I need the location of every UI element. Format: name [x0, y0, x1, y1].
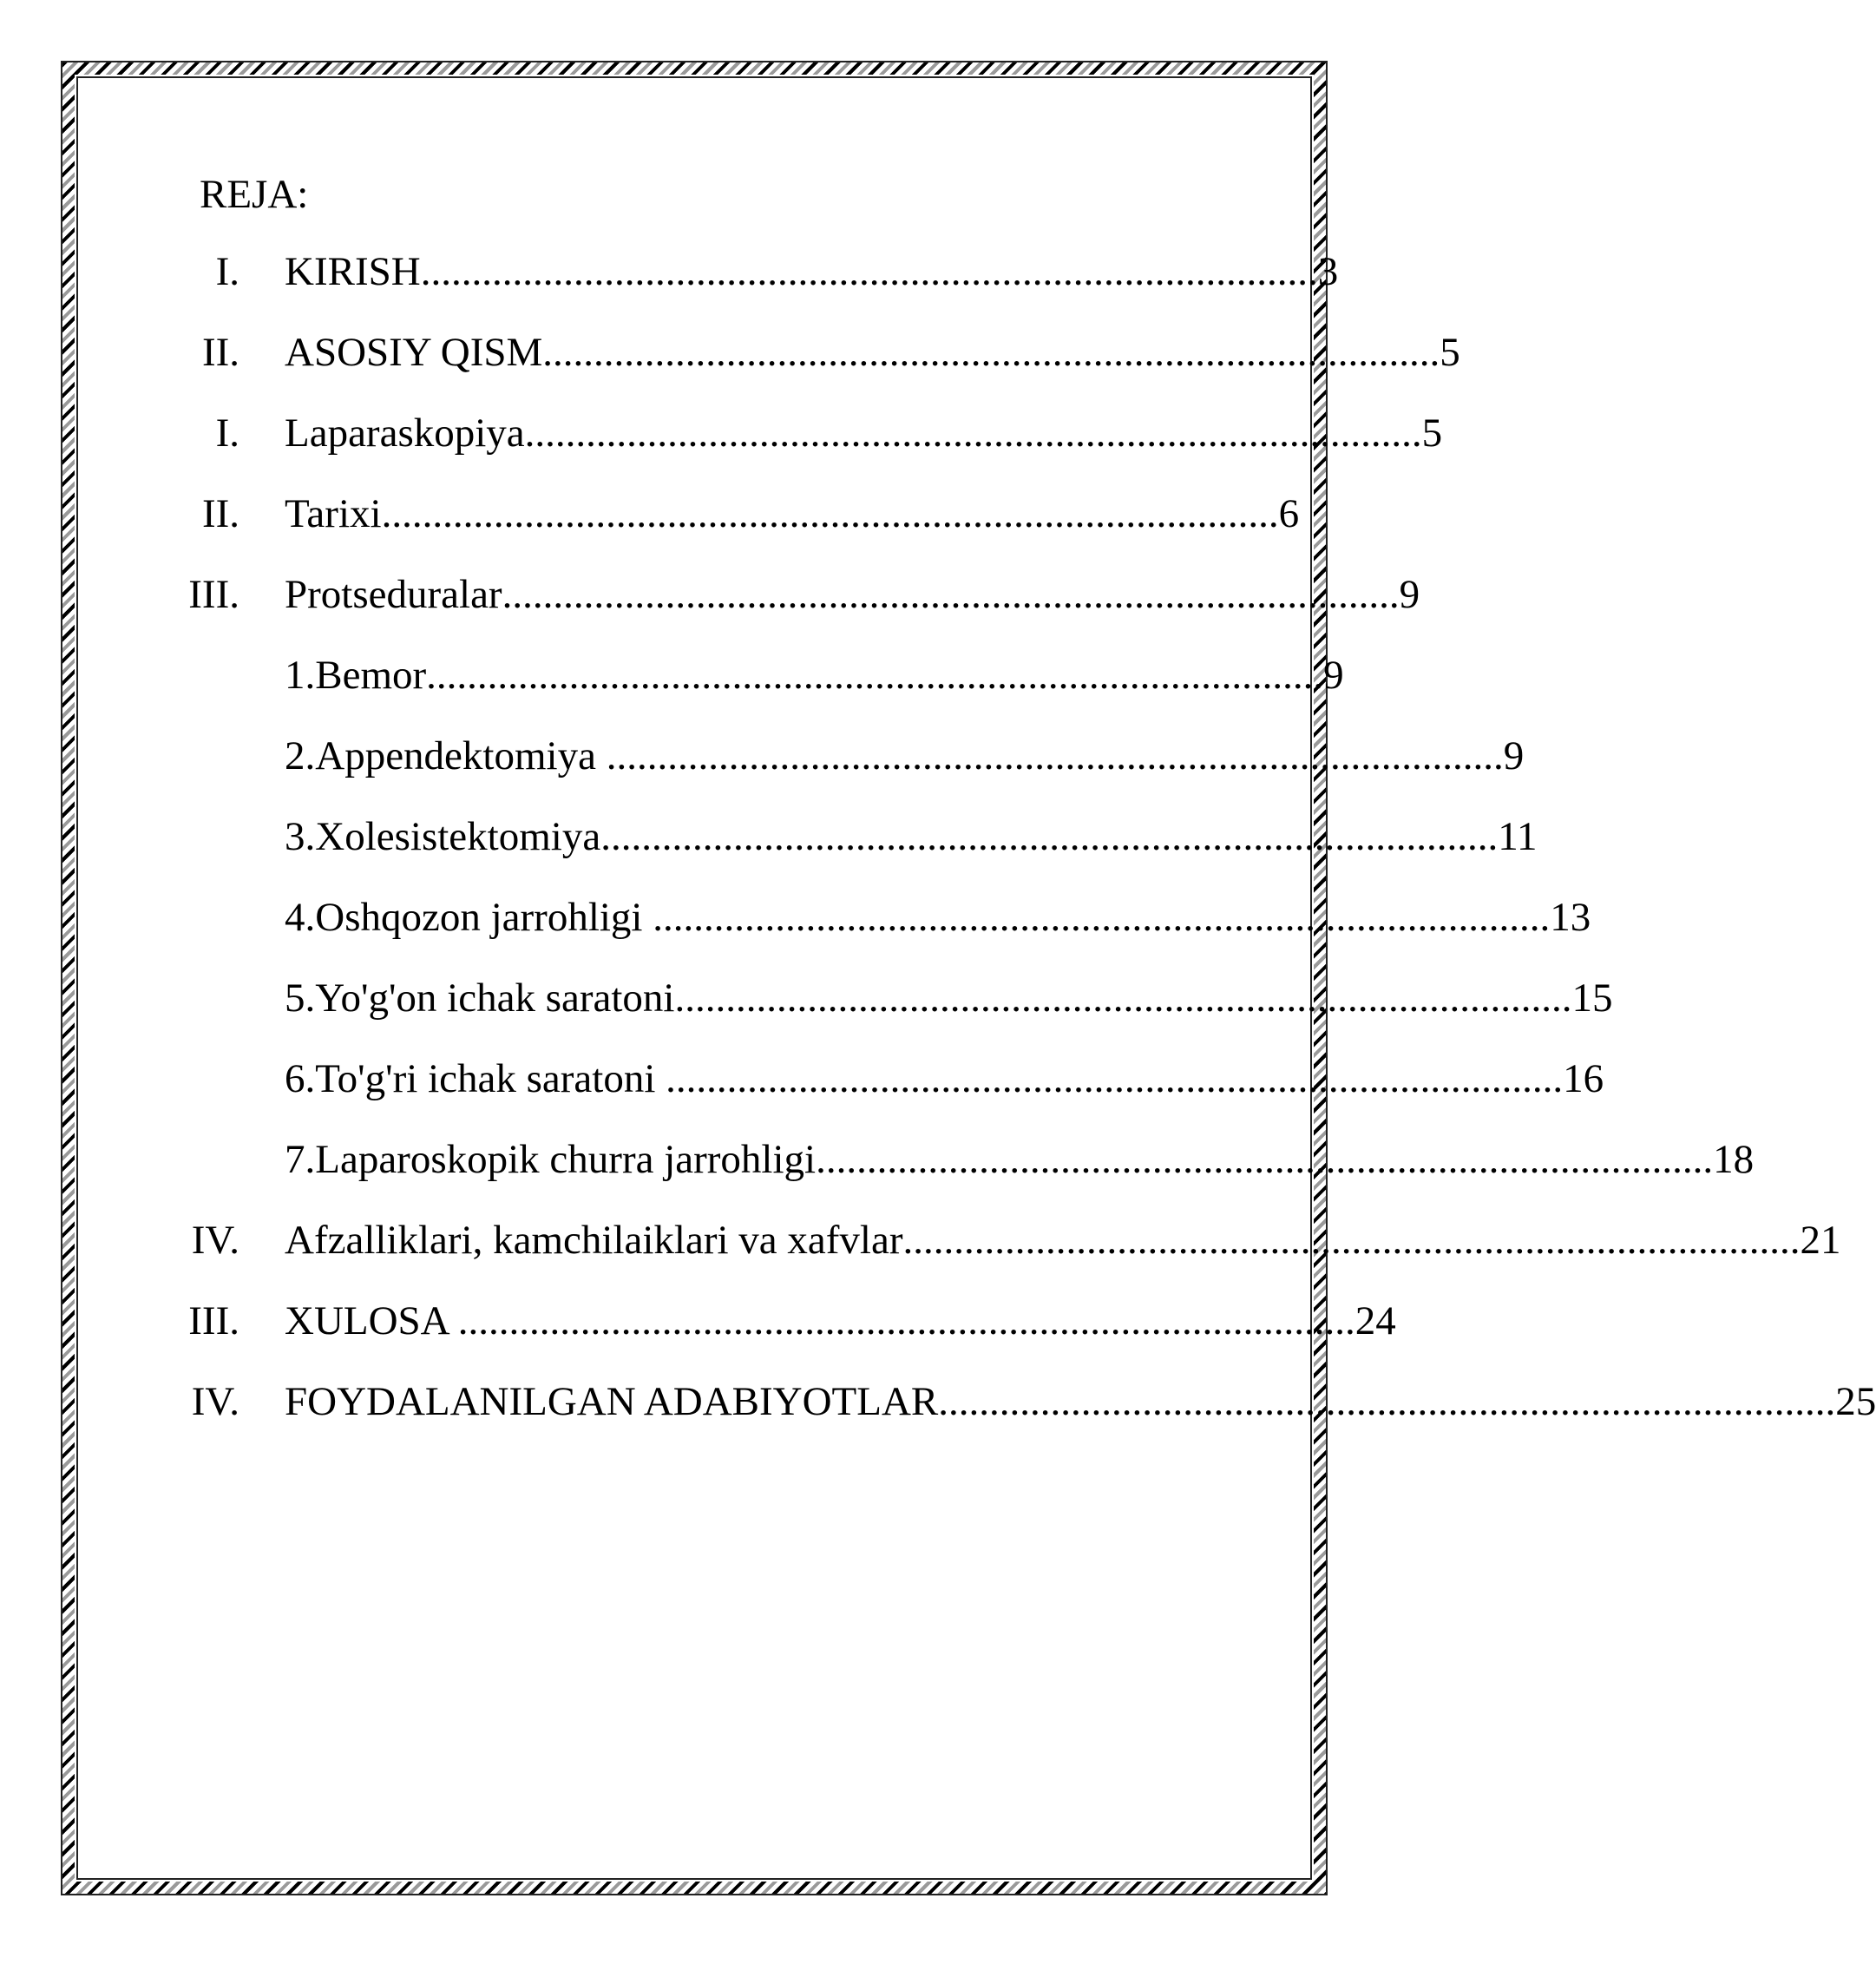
toc-entry	[285, 1053, 1604, 1105]
toc-entry	[285, 811, 1538, 863]
toc-page-number: 11	[1498, 814, 1538, 859]
toc-title: KIRISH	[285, 249, 421, 294]
toc-number: II.	[201, 330, 239, 375]
toc-row	[0, 1053, 1604, 1105]
toc-entry	[285, 649, 1344, 701]
toc-entry	[285, 1133, 1755, 1186]
toc-title: Protseduralar	[285, 572, 502, 617]
toc-row	[0, 1214, 1841, 1266]
toc-page-number: 3	[1317, 249, 1339, 294]
toc-entry	[285, 407, 1443, 459]
toc-row	[0, 407, 1443, 459]
toc-title: Tarixi	[285, 491, 382, 536]
toc-page-number: 6	[1278, 491, 1300, 536]
toc-heading: REJA:	[200, 172, 309, 217]
toc-page-number: 24	[1355, 1298, 1396, 1343]
toc-title: XULOSA	[285, 1298, 458, 1343]
toc-row	[0, 1376, 1876, 1428]
toc-leader-dots: ........................................................................................	[381, 491, 1279, 536]
toc-entry	[285, 1295, 1396, 1347]
toc-row	[0, 1295, 1396, 1347]
toc-page-number: 15	[1571, 975, 1613, 1021]
toc-leader-dots: ........................................................................................	[600, 814, 1499, 859]
toc-sub-number: 1.	[285, 653, 316, 698]
toc-leader-dots: ........................................................................................	[420, 249, 1318, 294]
toc-entry	[285, 246, 1339, 298]
toc-number: II.	[201, 491, 239, 536]
toc-leader-dots: ........................................................................................	[902, 1218, 1801, 1263]
toc-page-number: 18	[1713, 1137, 1755, 1182]
toc-entry	[285, 972, 1613, 1024]
toc-leader-dots: ........................................................................................	[666, 1056, 1564, 1101]
toc-leader-dots: ........................................................................................	[426, 653, 1324, 698]
toc-title: To'g'ri ichak saratoni	[315, 1056, 666, 1101]
toc-entry	[285, 891, 1591, 943]
toc-leader-dots: ........................................................................................	[674, 975, 1572, 1021]
toc-number: I.	[215, 411, 239, 456]
toc-sub-number: 2.	[285, 733, 316, 778]
toc-row	[0, 488, 1388, 540]
toc-entry	[285, 1376, 1876, 1428]
toc-row	[0, 972, 1613, 1024]
toc-page-number: 5	[1421, 411, 1443, 456]
toc-row	[0, 326, 1460, 378]
toc-entry	[285, 1214, 1841, 1266]
toc-row	[0, 649, 1388, 701]
toc-page-number: 21	[1800, 1218, 1841, 1263]
toc-title: Yo'g'on ichak saratoni	[315, 975, 675, 1021]
toc-number: IV.	[191, 1379, 239, 1424]
toc-row	[0, 811, 1538, 863]
toc-title: Bemor	[315, 653, 427, 698]
toc-leader-dots: ........................................................................................	[938, 1379, 1836, 1424]
toc-row	[0, 1133, 1755, 1186]
toc-row	[0, 246, 1388, 298]
toc-title: Xolesistektomiya	[315, 814, 601, 859]
toc-number: I.	[215, 249, 239, 294]
toc-row	[0, 891, 1591, 943]
toc-entry	[285, 568, 1420, 621]
toc-page-number: 5	[1440, 330, 1460, 375]
toc-number: III.	[188, 572, 239, 617]
toc-sub-number: 7.	[285, 1137, 316, 1182]
toc-number: IV.	[191, 1218, 239, 1263]
toc-entry	[285, 326, 1460, 378]
toc-row	[0, 730, 1525, 782]
toc-title: ASOSIY QISM	[285, 330, 543, 375]
toc-page-number: 25	[1835, 1379, 1876, 1424]
toc-row	[0, 568, 1420, 621]
toc-sub-number: 6.	[285, 1056, 316, 1101]
toc-title: FOYDALANILGAN ADABIYOTLAR	[285, 1379, 939, 1424]
toc-entry	[285, 488, 1300, 540]
toc-number: III.	[188, 1298, 239, 1343]
toc-title: Appendektomiya	[315, 733, 607, 778]
toc-entry	[285, 730, 1525, 782]
toc-title: Afzalliklari, kamchilaiklari va xafvlar	[285, 1218, 903, 1263]
toc-leader-dots: ........................................................................................	[816, 1137, 1714, 1182]
toc-page-number: 9	[1323, 653, 1344, 698]
toc-leader-dots: ........................................................................................	[542, 330, 1440, 375]
toc-sub-number: 3.	[285, 814, 316, 859]
toc-title: Laparoskopik churra jarrohligi	[315, 1137, 817, 1182]
toc-page-number: 16	[1563, 1056, 1604, 1101]
toc-leader-dots: ........................................................................................	[457, 1298, 1355, 1343]
toc-page-number: 9	[1503, 733, 1525, 778]
toc-title: Oshqozon jarrohligi	[315, 895, 653, 940]
toc-title: Laparaskopiya	[285, 411, 525, 456]
toc-page-number: 9	[1399, 572, 1420, 617]
toc-leader-dots: ........................................................................................	[606, 733, 1504, 778]
toc-sub-number: 4.	[285, 895, 316, 940]
toc-sub-number: 5.	[285, 975, 316, 1021]
toc-leader-dots: ........................................................................................	[653, 895, 1551, 940]
toc-leader-dots: ........................................................................................	[502, 572, 1400, 617]
toc-leader-dots: ........................................................................................	[524, 411, 1422, 456]
toc-page-number: 13	[1550, 895, 1591, 940]
